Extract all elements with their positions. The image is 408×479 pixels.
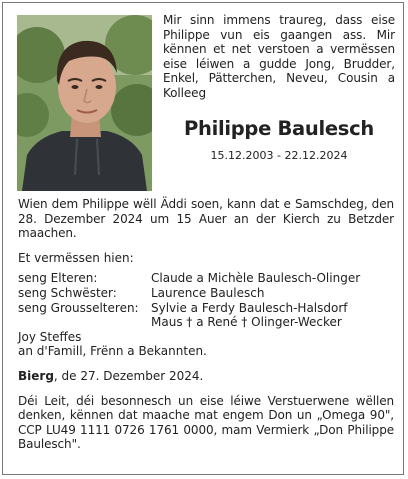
mourners-heading: Et vermëssen hien: <box>18 250 134 265</box>
relative-row <box>18 315 394 330</box>
relative-value: Laurence Baulesch <box>151 285 265 300</box>
relative-row <box>18 301 394 316</box>
date-text: , de 27. Dezember 2024. <box>53 368 204 383</box>
life-dates: 15.12.2003 - 22.12.2024 <box>210 149 348 162</box>
relative-row <box>18 271 394 286</box>
relative-label: seng Elteren: <box>18 271 98 286</box>
obituary-body <box>18 197 394 452</box>
place: Bierg <box>18 368 54 383</box>
deceased-name: Philippe Baulesch <box>184 117 374 140</box>
relative-row <box>18 286 394 301</box>
portrait-photo <box>17 15 152 191</box>
portrait-image <box>17 15 152 191</box>
relative-label: seng Grousselteren: <box>18 300 139 315</box>
funeral-text: Wien dem Philippe wëll Äddi soen, kann dat e Samschdeg, den 28. Dezember 2024 um 15 Auer an der Kierch zu Betzder maachen. <box>18 197 394 241</box>
relative-label: seng Schwëster: <box>18 285 117 300</box>
relative-label <box>18 315 151 330</box>
obituary-card <box>2 2 404 475</box>
relative-value: Maus † a René † Olinger-Wecker <box>151 315 342 330</box>
relative-value: Sylvie a Ferdy Baulesch-Halsdorf <box>151 300 348 315</box>
donation-text: Déi Leit, déi besonnesch un eise léiwe Verstuerwene wëllen denken, kënnen dat maache mat engem Don un „Omega 90", CCP LU49 1111 0726 1761 0000, mam Vermierk „Don Philippe Baulesch". <box>18 393 394 452</box>
place-date <box>18 369 394 384</box>
intro-text: Mir sinn immens traureg, dass eise Philippe vun eis gaangen ass. Mir kënnen et net verstoen a vermëssen eise léiwen a gudde Jong, Brudder, Enkel, Pätterchen, Neveu, Cousin a Kolleeg <box>163 13 395 100</box>
family-friends: an d'Famill, Frënn a Bekannten. <box>18 344 207 359</box>
relative-value: Claude a Michèle Baulesch-Olinger <box>151 271 361 286</box>
partner-name: Joy Steffes <box>18 329 82 344</box>
